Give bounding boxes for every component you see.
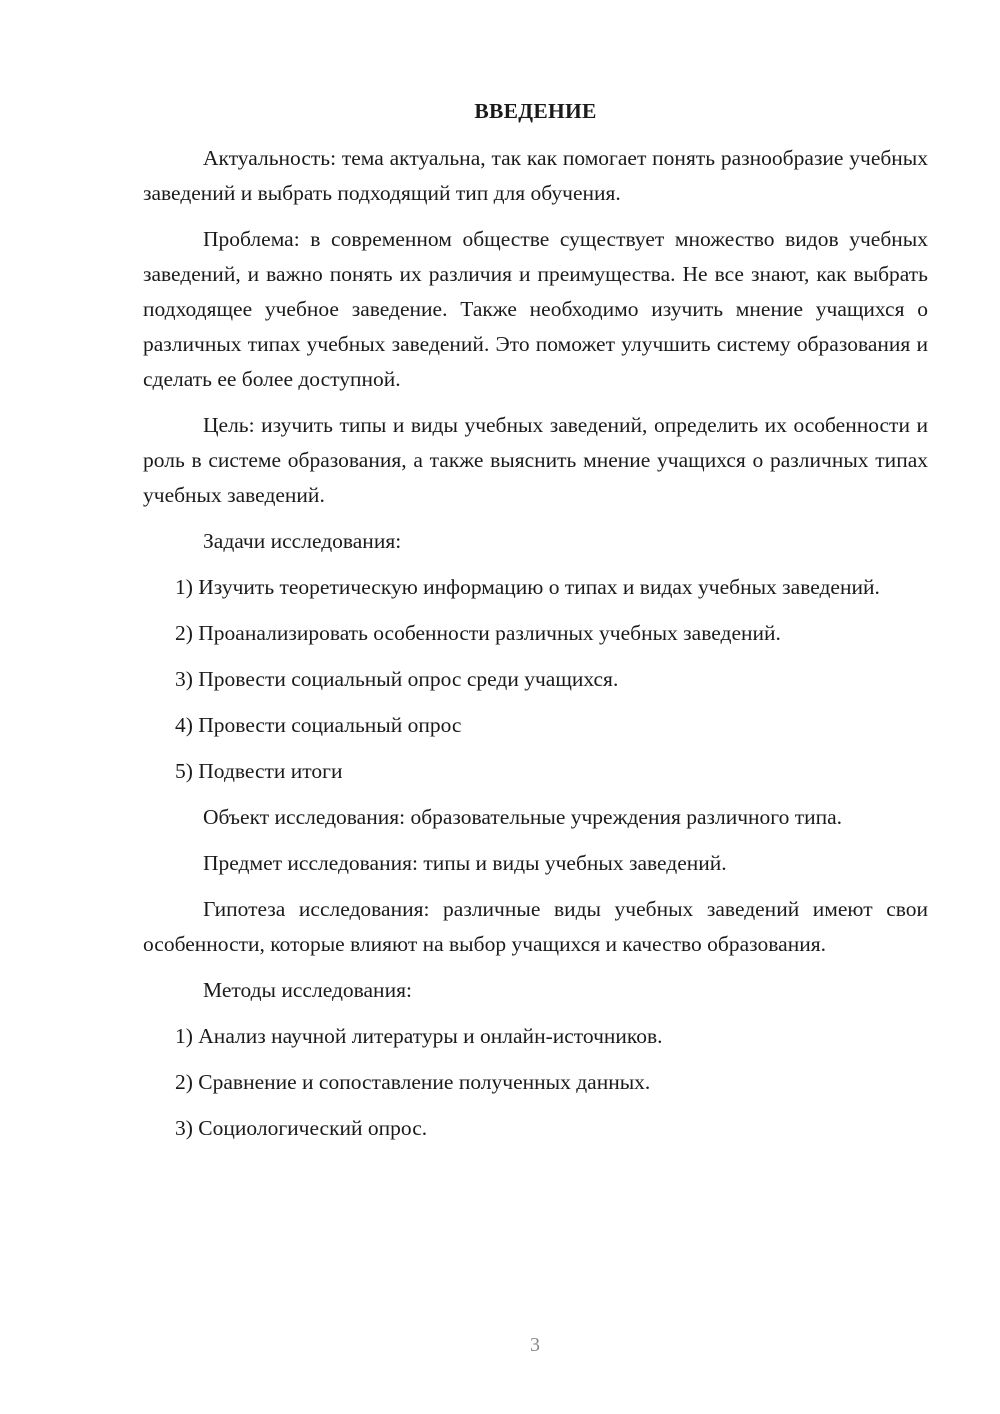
relevance-paragraph: Актуальность: тема актуальна, так как помогает понять разнообразие учебных заведений и выбрать подходящий тип для обучения.	[143, 146, 928, 205]
document-body	[143, 94, 928, 1157]
tasks-heading: Задачи исследования:	[203, 529, 402, 553]
subject-paragraph: Предмет исследования: типы и виды учебных заведений.	[203, 851, 727, 875]
problem-paragraph: Проблема: в современном обществе существует множество видов учебных заведений, и важно понять их различия и преимущества. Не все знают, как выбрать подходящее учебное заведение. Также необходимо изучить мнение учащихся о различных типах учебных заведений. Это поможет улучшить систему образования и сделать ее более доступной.	[143, 227, 928, 391]
hypothesis-paragraph: Гипотеза исследования: различные виды учебных заведений имеют свои особенности, которые влияют на выбор учащихся и качество образования.	[143, 897, 928, 956]
section-title: ВВЕДЕНИЕ	[474, 99, 597, 123]
task-item: 4) Провести социальный опрос	[175, 713, 462, 737]
task-item: 3) Провести социальный опрос среди учащихся.	[175, 667, 619, 691]
task-item: 2) Проанализировать особенности различных учебных заведений.	[175, 621, 781, 645]
goal-paragraph: Цель: изучить типы и виды учебных заведений, определить их особенности и роль в системе образования, а также выяснить мнение учащихся о различных типах учебных заведений.	[143, 413, 928, 507]
task-item: 5) Подвести итоги	[175, 759, 343, 783]
methods-heading: Методы исследования:	[203, 978, 412, 1002]
object-paragraph: Объект исследования: образовательные учреждения различного типа.	[203, 805, 843, 829]
page-number: 3	[530, 1334, 540, 1356]
method-item: 1) Анализ научной литературы и онлайн-источников.	[175, 1024, 663, 1048]
task-item: 1) Изучить теоретическую информацию о типах и видах учебных заведений.	[175, 575, 880, 599]
method-item: 2) Сравнение и сопоставление полученных данных.	[175, 1070, 651, 1094]
method-item: 3) Социологический опрос.	[175, 1116, 428, 1140]
